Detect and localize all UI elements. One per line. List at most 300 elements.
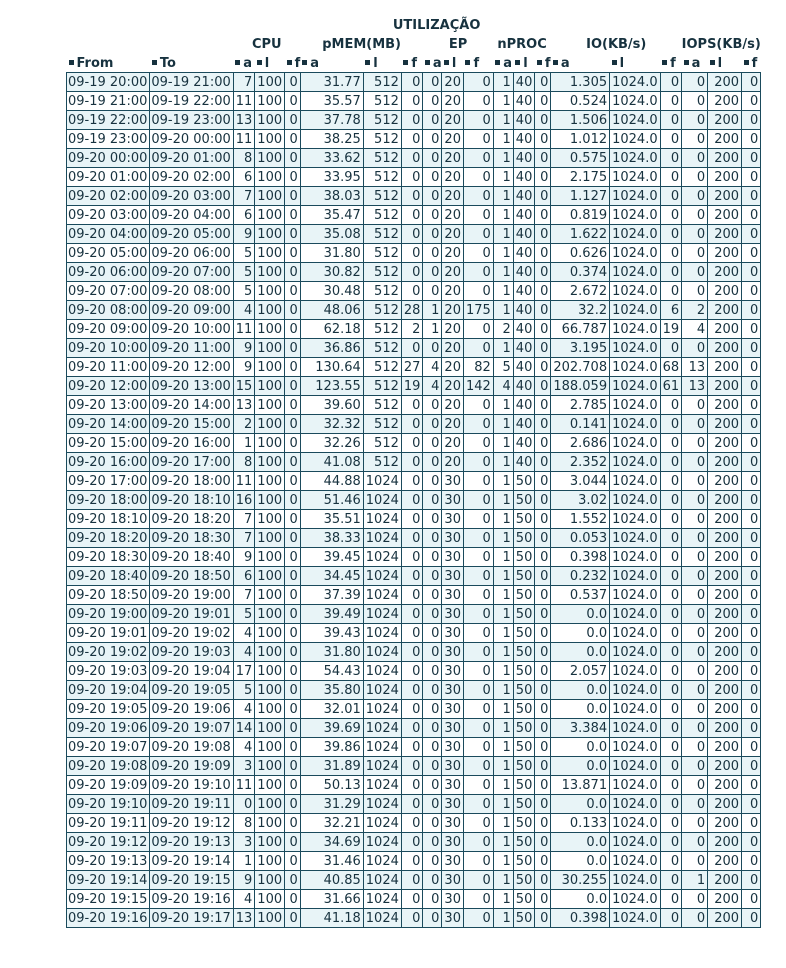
cell-nproc-a: 1 [493, 168, 513, 187]
usage-table-container [66, 16, 761, 928]
cell-nproc-l: 50 [513, 871, 535, 890]
cell-pmem-f: 0 [401, 662, 423, 681]
cell-iops-a: 0 [682, 244, 708, 263]
cell-pmem-a: 130.64 [300, 358, 363, 377]
cell-io-l: 1024.0 [610, 871, 661, 890]
table-row [67, 453, 761, 472]
sort-icon [287, 60, 292, 65]
cell-cpu-l: 100 [255, 225, 285, 244]
cell-cpu-a: 1 [233, 852, 255, 871]
cell-iops-f: 0 [742, 111, 761, 130]
cell-ep-l: 30 [442, 510, 464, 529]
cell-iops-f: 0 [742, 795, 761, 814]
cell-pmem-a: 35.51 [300, 510, 363, 529]
cell-io-l: 1024.0 [610, 795, 661, 814]
cell-from: 09-20 19:06 [67, 719, 150, 738]
cell-ep-a: 0 [423, 605, 442, 624]
column-label: l [264, 55, 270, 71]
cell-iops-l: 200 [708, 472, 742, 491]
cell-cpu-a: 8 [233, 814, 255, 833]
cell-pmem-f: 0 [401, 909, 423, 928]
cell-pmem-a: 39.43 [300, 624, 363, 643]
cell-io-a: 0.0 [551, 757, 610, 776]
cell-cpu-l: 100 [255, 510, 285, 529]
cell-nproc-l: 50 [513, 567, 535, 586]
cell-cpu-l: 100 [255, 92, 285, 111]
cell-io-a: 1.127 [551, 187, 610, 206]
cell-cpu-f: 0 [285, 605, 301, 624]
cell-to: 09-20 13:00 [150, 377, 233, 396]
cell-io-a: 1.552 [551, 510, 610, 529]
cell-nproc-f: 0 [535, 909, 551, 928]
cell-nproc-f: 0 [535, 833, 551, 852]
sort-header-cpu-f[interactable] [285, 54, 301, 73]
cell-iops-f: 0 [742, 719, 761, 738]
cell-ep-l: 30 [442, 871, 464, 890]
cell-pmem-a: 32.32 [300, 415, 363, 434]
cell-nproc-l: 40 [513, 187, 535, 206]
cell-pmem-l: 1024 [363, 833, 401, 852]
cell-iops-a: 0 [682, 719, 708, 738]
cell-cpu-a: 15 [233, 377, 255, 396]
sort-header-cpu-l[interactable] [255, 54, 285, 73]
usage-table [66, 16, 761, 928]
table-row [67, 491, 761, 510]
cell-from: 09-20 06:00 [67, 263, 150, 282]
cell-cpu-f: 0 [285, 510, 301, 529]
cell-io-f: 0 [660, 605, 682, 624]
cell-ep-f: 0 [463, 491, 493, 510]
cell-pmem-l: 512 [363, 282, 401, 301]
cell-nproc-a: 1 [493, 567, 513, 586]
cell-from: 09-20 19:02 [67, 643, 150, 662]
cell-cpu-f: 0 [285, 776, 301, 795]
sort-header-iops-f[interactable] [742, 54, 761, 73]
cell-iops-l: 200 [708, 890, 742, 909]
cell-ep-a: 0 [423, 776, 442, 795]
cell-ep-f: 0 [463, 73, 493, 92]
cell-cpu-f: 0 [285, 263, 301, 282]
cell-io-a: 3.044 [551, 472, 610, 491]
cell-from: 09-20 19:10 [67, 795, 150, 814]
sort-icon [710, 60, 715, 65]
cell-nproc-l: 50 [513, 605, 535, 624]
cell-ep-l: 30 [442, 814, 464, 833]
cell-io-f: 0 [660, 814, 682, 833]
sort-header-to[interactable] [150, 54, 233, 73]
cell-iops-l: 200 [708, 206, 742, 225]
cell-pmem-l: 512 [363, 396, 401, 415]
cell-iops-l: 200 [708, 263, 742, 282]
cell-io-a: 2.057 [551, 662, 610, 681]
cell-ep-f: 0 [463, 244, 493, 263]
cell-nproc-f: 0 [535, 586, 551, 605]
sort-header-nproc-l[interactable] [513, 54, 535, 73]
cell-iops-f: 0 [742, 187, 761, 206]
cell-cpu-a: 6 [233, 567, 255, 586]
cell-iops-l: 200 [708, 719, 742, 738]
sort-icon [257, 60, 262, 65]
sort-header-io-l[interactable] [610, 54, 661, 73]
cell-cpu-a: 7 [233, 586, 255, 605]
cell-cpu-l: 100 [255, 263, 285, 282]
cell-cpu-l: 100 [255, 890, 285, 909]
cell-cpu-l: 100 [255, 795, 285, 814]
cell-nproc-l: 50 [513, 510, 535, 529]
cell-ep-f: 0 [463, 776, 493, 795]
table-row [67, 662, 761, 681]
group-header-pmem: pMEM(MB) [322, 37, 401, 52]
table-row [67, 111, 761, 130]
cell-pmem-f: 0 [401, 396, 423, 415]
cell-ep-f: 0 [463, 282, 493, 301]
sort-icon [444, 60, 449, 65]
cell-pmem-f: 0 [401, 738, 423, 757]
cell-cpu-l: 100 [255, 339, 285, 358]
cell-to: 09-20 19:02 [150, 624, 233, 643]
cell-cpu-a: 4 [233, 301, 255, 320]
cell-iops-l: 200 [708, 700, 742, 719]
cell-nproc-a: 4 [493, 377, 513, 396]
cell-io-l: 1024.0 [610, 814, 661, 833]
cell-io-f: 0 [660, 852, 682, 871]
cell-ep-a: 0 [423, 852, 442, 871]
cell-from: 09-20 19:13 [67, 852, 150, 871]
cell-cpu-l: 100 [255, 776, 285, 795]
cell-iops-a: 0 [682, 700, 708, 719]
sort-header-io-a[interactable] [551, 54, 610, 73]
sort-header-iops-l[interactable] [708, 54, 742, 73]
cell-pmem-a: 32.26 [300, 434, 363, 453]
cell-cpu-a: 8 [233, 149, 255, 168]
cell-pmem-a: 39.86 [300, 738, 363, 757]
table-row [67, 681, 761, 700]
cell-nproc-f: 0 [535, 244, 551, 263]
cell-iops-l: 200 [708, 73, 742, 92]
cell-iops-a: 0 [682, 396, 708, 415]
cell-iops-a: 0 [682, 890, 708, 909]
cell-ep-f: 82 [463, 358, 493, 377]
cell-pmem-a: 39.49 [300, 605, 363, 624]
cell-iops-l: 200 [708, 681, 742, 700]
cell-cpu-f: 0 [285, 396, 301, 415]
cell-to: 09-20 03:00 [150, 187, 233, 206]
sort-header-cpu-a[interactable] [233, 54, 255, 73]
cell-iops-a: 0 [682, 567, 708, 586]
cell-nproc-f: 0 [535, 282, 551, 301]
cell-ep-l: 20 [442, 73, 464, 92]
cell-io-a: 0.537 [551, 586, 610, 605]
cell-nproc-a: 1 [493, 890, 513, 909]
cell-io-f: 0 [660, 282, 682, 301]
cell-pmem-l: 512 [363, 225, 401, 244]
cell-pmem-a: 33.95 [300, 168, 363, 187]
cell-ep-a: 0 [423, 795, 442, 814]
cell-iops-a: 0 [682, 73, 708, 92]
cell-ep-l: 30 [442, 586, 464, 605]
cell-cpu-a: 9 [233, 225, 255, 244]
cell-to: 09-20 19:06 [150, 700, 233, 719]
cell-iops-l: 200 [708, 377, 742, 396]
cell-cpu-a: 11 [233, 130, 255, 149]
cell-io-a: 0.374 [551, 263, 610, 282]
cell-cpu-f: 0 [285, 377, 301, 396]
cell-pmem-l: 1024 [363, 605, 401, 624]
cell-iops-l: 200 [708, 871, 742, 890]
sort-header-ep-a[interactable] [423, 54, 442, 73]
cell-cpu-a: 11 [233, 776, 255, 795]
cell-pmem-l: 512 [363, 263, 401, 282]
table-row [67, 757, 761, 776]
cell-pmem-a: 39.45 [300, 548, 363, 567]
cell-iops-a: 1 [682, 871, 708, 890]
cell-iops-f: 0 [742, 396, 761, 415]
cell-nproc-a: 1 [493, 244, 513, 263]
cell-from: 09-20 19:00 [67, 605, 150, 624]
cell-iops-a: 0 [682, 282, 708, 301]
cell-nproc-a: 1 [493, 529, 513, 548]
cell-io-a: 0.0 [551, 700, 610, 719]
cell-pmem-l: 1024 [363, 757, 401, 776]
cell-cpu-a: 7 [233, 187, 255, 206]
cell-cpu-f: 0 [285, 472, 301, 491]
cell-ep-a: 0 [423, 149, 442, 168]
cell-to: 09-20 16:00 [150, 434, 233, 453]
cell-ep-l: 20 [442, 377, 464, 396]
cell-nproc-a: 1 [493, 776, 513, 795]
cell-cpu-f: 0 [285, 358, 301, 377]
cell-io-l: 1024.0 [610, 396, 661, 415]
cell-io-a: 188.059 [551, 377, 610, 396]
table-row [67, 510, 761, 529]
cell-nproc-l: 40 [513, 244, 535, 263]
cell-from: 09-20 05:00 [67, 244, 150, 263]
cell-cpu-f: 0 [285, 548, 301, 567]
sort-icon [152, 60, 157, 65]
cell-cpu-f: 0 [285, 890, 301, 909]
cell-nproc-f: 0 [535, 149, 551, 168]
cell-io-f: 0 [660, 225, 682, 244]
table-row [67, 643, 761, 662]
cell-nproc-l: 40 [513, 453, 535, 472]
cell-from: 09-20 14:00 [67, 415, 150, 434]
cell-pmem-f: 2 [401, 320, 423, 339]
cell-from: 09-19 21:00 [67, 92, 150, 111]
sort-icon [684, 60, 689, 65]
cell-io-a: 13.871 [551, 776, 610, 795]
cell-ep-l: 20 [442, 130, 464, 149]
cell-ep-a: 0 [423, 225, 442, 244]
cell-nproc-l: 50 [513, 814, 535, 833]
cell-pmem-l: 512 [363, 453, 401, 472]
cell-io-a: 3.02 [551, 491, 610, 510]
cell-ep-f: 0 [463, 396, 493, 415]
cell-from: 09-20 11:00 [67, 358, 150, 377]
cell-iops-f: 0 [742, 434, 761, 453]
cell-pmem-l: 512 [363, 301, 401, 320]
cell-nproc-l: 40 [513, 339, 535, 358]
cell-io-a: 0.0 [551, 643, 610, 662]
cell-nproc-a: 1 [493, 111, 513, 130]
cell-cpu-a: 3 [233, 833, 255, 852]
cell-cpu-l: 100 [255, 111, 285, 130]
cell-io-f: 0 [660, 263, 682, 282]
sort-icon [465, 60, 470, 65]
cell-pmem-a: 36.86 [300, 339, 363, 358]
cell-nproc-f: 0 [535, 662, 551, 681]
cell-ep-l: 20 [442, 358, 464, 377]
cell-io-a: 0.626 [551, 244, 610, 263]
cell-io-l: 1024.0 [610, 510, 661, 529]
cell-pmem-f: 0 [401, 282, 423, 301]
cell-nproc-f: 0 [535, 320, 551, 339]
table-row [67, 130, 761, 149]
cell-from: 09-20 17:00 [67, 472, 150, 491]
cell-cpu-a: 4 [233, 890, 255, 909]
cell-nproc-f: 0 [535, 605, 551, 624]
cell-iops-l: 200 [708, 168, 742, 187]
cell-io-a: 3.384 [551, 719, 610, 738]
cell-cpu-a: 4 [233, 643, 255, 662]
cell-ep-f: 0 [463, 738, 493, 757]
cell-io-f: 0 [660, 453, 682, 472]
cell-nproc-f: 0 [535, 529, 551, 548]
cell-iops-f: 0 [742, 149, 761, 168]
cell-iops-f: 0 [742, 73, 761, 92]
cell-pmem-l: 512 [363, 358, 401, 377]
cell-io-f: 0 [660, 909, 682, 928]
sort-header-from[interactable] [67, 54, 150, 73]
cell-pmem-l: 1024 [363, 510, 401, 529]
cell-cpu-f: 0 [285, 111, 301, 130]
cell-iops-a: 0 [682, 263, 708, 282]
cell-cpu-a: 5 [233, 605, 255, 624]
cell-ep-f: 0 [463, 472, 493, 491]
sort-header-io-f[interactable] [660, 54, 682, 73]
cell-to: 09-20 08:00 [150, 282, 233, 301]
cell-to: 09-20 19:08 [150, 738, 233, 757]
cell-iops-f: 0 [742, 358, 761, 377]
cell-io-f: 0 [660, 339, 682, 358]
cell-ep-f: 0 [463, 320, 493, 339]
cell-io-f: 68 [660, 358, 682, 377]
cell-pmem-f: 0 [401, 206, 423, 225]
sort-header-nproc-a[interactable] [493, 54, 513, 73]
sort-header-nproc-f[interactable] [535, 54, 551, 73]
sort-header-pmem-l[interactable] [363, 54, 401, 73]
table-row [67, 415, 761, 434]
cell-to: 09-20 05:00 [150, 225, 233, 244]
cell-io-f: 0 [660, 890, 682, 909]
cell-ep-f: 175 [463, 301, 493, 320]
cell-nproc-l: 50 [513, 852, 535, 871]
cell-iops-a: 0 [682, 814, 708, 833]
cell-io-a: 2.352 [551, 453, 610, 472]
cell-ep-l: 20 [442, 206, 464, 225]
cell-io-a: 1.012 [551, 130, 610, 149]
cell-cpu-a: 4 [233, 738, 255, 757]
cell-io-l: 1024.0 [610, 187, 661, 206]
table-row [67, 187, 761, 206]
cell-pmem-f: 0 [401, 605, 423, 624]
cell-ep-a: 4 [423, 358, 442, 377]
cell-iops-f: 0 [742, 244, 761, 263]
cell-iops-l: 200 [708, 529, 742, 548]
cell-pmem-l: 1024 [363, 814, 401, 833]
cell-iops-l: 200 [708, 491, 742, 510]
sort-header-pmem-a[interactable] [300, 54, 363, 73]
cell-pmem-f: 0 [401, 795, 423, 814]
cell-nproc-a: 1 [493, 643, 513, 662]
cell-ep-a: 0 [423, 263, 442, 282]
cell-ep-a: 1 [423, 301, 442, 320]
cell-cpu-l: 100 [255, 643, 285, 662]
cell-iops-l: 200 [708, 301, 742, 320]
cell-nproc-f: 0 [535, 681, 551, 700]
column-label: a [691, 55, 701, 71]
sort-header-iops-a[interactable] [682, 54, 708, 73]
cell-from: 09-20 02:00 [67, 187, 150, 206]
cell-cpu-f: 0 [285, 301, 301, 320]
cell-to: 09-20 18:50 [150, 567, 233, 586]
cell-iops-l: 200 [708, 605, 742, 624]
column-label: a [432, 55, 442, 71]
cell-from: 09-20 09:00 [67, 320, 150, 339]
cell-cpu-f: 0 [285, 624, 301, 643]
cell-pmem-a: 35.57 [300, 92, 363, 111]
sort-header-ep-l[interactable] [442, 54, 464, 73]
cell-io-f: 0 [660, 719, 682, 738]
cell-ep-l: 30 [442, 719, 464, 738]
cell-nproc-a: 1 [493, 795, 513, 814]
cell-nproc-f: 0 [535, 814, 551, 833]
cell-ep-a: 0 [423, 814, 442, 833]
sort-icon [425, 60, 430, 65]
cell-nproc-f: 0 [535, 795, 551, 814]
cell-pmem-f: 0 [401, 149, 423, 168]
sort-header-ep-f[interactable] [463, 54, 493, 73]
cell-io-l: 1024.0 [610, 491, 661, 510]
column-label: f [294, 55, 301, 71]
cell-pmem-f: 0 [401, 833, 423, 852]
cell-to: 09-20 00:00 [150, 130, 233, 149]
cell-cpu-f: 0 [285, 434, 301, 453]
cell-iops-a: 0 [682, 795, 708, 814]
cell-to: 09-20 19:10 [150, 776, 233, 795]
cell-nproc-a: 1 [493, 453, 513, 472]
cell-io-a: 2.686 [551, 434, 610, 453]
sort-header-pmem-f[interactable] [401, 54, 423, 73]
cell-from: 09-20 19:07 [67, 738, 150, 757]
cell-iops-l: 200 [708, 776, 742, 795]
cell-io-l: 1024.0 [610, 529, 661, 548]
cell-io-a: 0.398 [551, 909, 610, 928]
column-label: f [751, 55, 758, 71]
cell-pmem-a: 32.21 [300, 814, 363, 833]
cell-nproc-l: 40 [513, 111, 535, 130]
cell-io-l: 1024.0 [610, 244, 661, 263]
cell-nproc-l: 40 [513, 92, 535, 111]
cell-io-f: 0 [660, 187, 682, 206]
cell-cpu-f: 0 [285, 852, 301, 871]
cell-ep-l: 20 [442, 244, 464, 263]
cell-cpu-l: 100 [255, 282, 285, 301]
cell-iops-f: 0 [742, 548, 761, 567]
column-label: a [243, 55, 253, 71]
cell-io-l: 1024.0 [610, 700, 661, 719]
cell-io-f: 0 [660, 396, 682, 415]
cell-pmem-a: 39.60 [300, 396, 363, 415]
